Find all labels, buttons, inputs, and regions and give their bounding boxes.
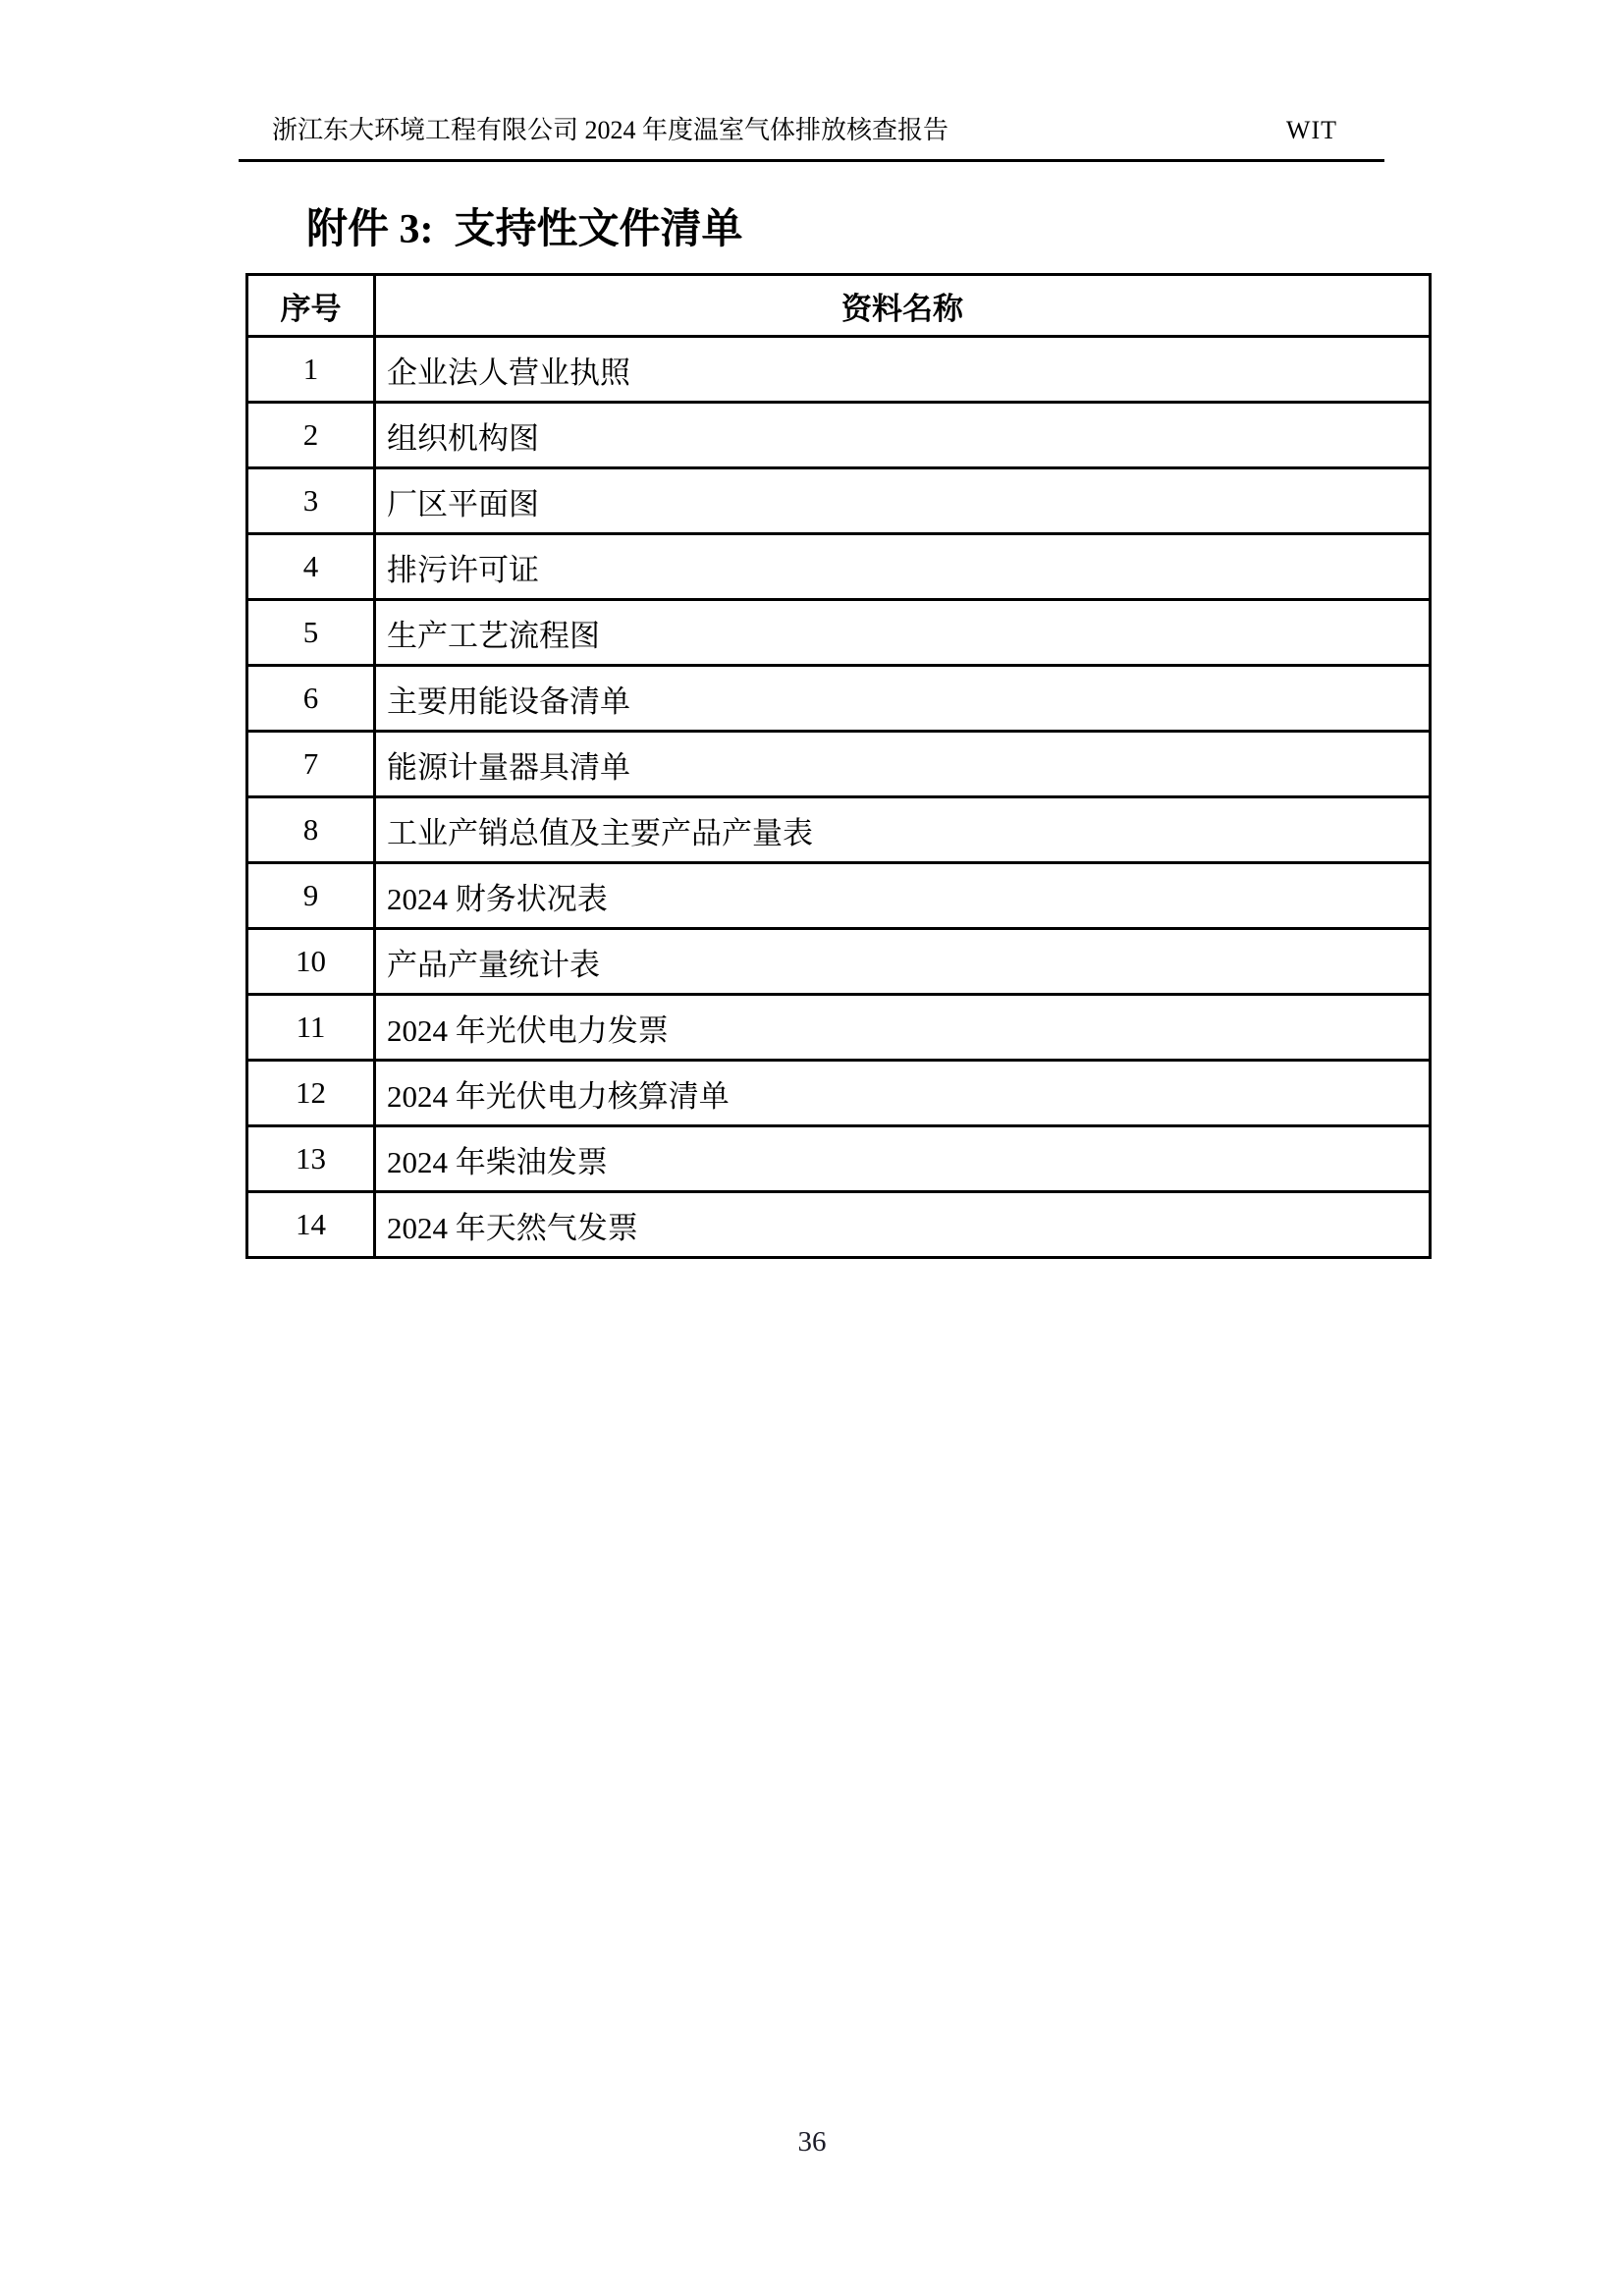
attachment-title: 附件 3: 支持性文件清单 xyxy=(306,207,743,252)
table-row xyxy=(247,600,1431,666)
running-header xyxy=(239,116,1384,162)
footer xyxy=(0,2125,1624,2159)
table-row xyxy=(247,797,1431,863)
row-number: 14 xyxy=(247,1192,375,1258)
document-name: 2024 年天然气发票 xyxy=(375,1192,1431,1258)
document-name: 产品产量统计表 xyxy=(375,929,1431,995)
row-number: 4 xyxy=(247,534,375,600)
document-name: 能源计量器具清单 xyxy=(375,732,1431,797)
document-name: 2024 年光伏电力发票 xyxy=(375,995,1431,1061)
document-name: 企业法人营业执照 xyxy=(375,337,1431,403)
table-row xyxy=(247,666,1431,732)
row-number: 3 xyxy=(247,468,375,534)
table-row xyxy=(247,468,1431,534)
row-number: 12 xyxy=(247,1061,375,1126)
table-row xyxy=(247,1061,1431,1126)
document-name: 排污许可证 xyxy=(375,534,1431,600)
column-header-no: 序号 xyxy=(247,275,375,337)
row-number: 5 xyxy=(247,600,375,666)
row-number: 9 xyxy=(247,863,375,929)
row-number: 7 xyxy=(247,732,375,797)
table-row xyxy=(247,1192,1431,1258)
document-name: 主要用能设备清单 xyxy=(375,666,1431,732)
table-row xyxy=(247,732,1431,797)
page-number: 36 xyxy=(797,2126,827,2158)
table-row xyxy=(247,403,1431,468)
document-name: 生产工艺流程图 xyxy=(375,600,1431,666)
document-name: 组织机构图 xyxy=(375,403,1431,468)
table-row xyxy=(247,863,1431,929)
table-row xyxy=(247,995,1431,1061)
document-name: 2024 年柴油发票 xyxy=(375,1126,1431,1192)
row-number: 13 xyxy=(247,1126,375,1192)
table-body xyxy=(247,337,1431,1258)
document-name: 工业产销总值及主要产品产量表 xyxy=(375,797,1431,863)
table-row xyxy=(247,337,1431,403)
row-number: 11 xyxy=(247,995,375,1061)
column-header-name: 资料名称 xyxy=(375,275,1431,337)
table-row xyxy=(247,1126,1431,1192)
row-number: 1 xyxy=(247,337,375,403)
table-row xyxy=(247,534,1431,600)
supporting-documents-table xyxy=(245,273,1432,1259)
row-number: 10 xyxy=(247,929,375,995)
table-row xyxy=(247,929,1431,995)
document-name: 2024 年光伏电力核算清单 xyxy=(375,1061,1431,1126)
row-number: 2 xyxy=(247,403,375,468)
row-number: 6 xyxy=(247,666,375,732)
header-org-abbrev: WIT xyxy=(1285,116,1337,144)
document-name: 2024 财务状况表 xyxy=(375,863,1431,929)
row-number: 8 xyxy=(247,797,375,863)
table-header-row xyxy=(247,275,1431,337)
header-report-title: 浙江东大环境工程有限公司 2024 年度温室气体排放核查报告 xyxy=(272,116,949,144)
document-name: 厂区平面图 xyxy=(375,468,1431,534)
